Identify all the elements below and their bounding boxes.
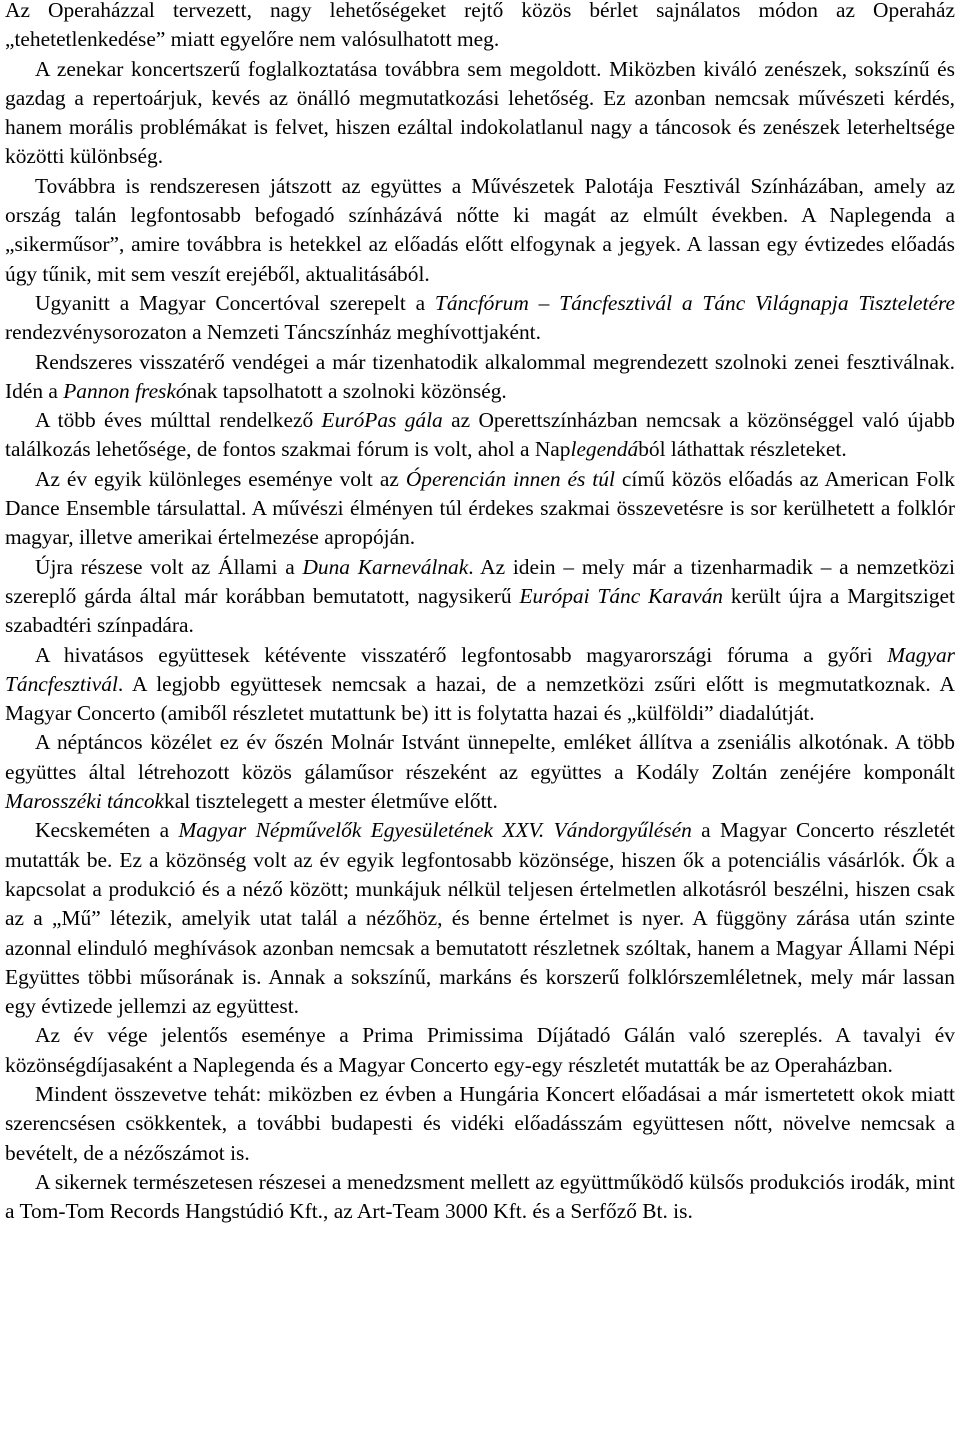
paragraph-text: A sikernek természetesen részesei a menedzsment mellett az együttműködő külsős produkciós irodák, mint a Tom-Tom Records Hangstúdió Kft., az Art-Team 3000 Kft. és a Serfőző Bt. is.: [5, 1169, 955, 1224]
paragraph: [5, 816, 955, 1021]
italic-title-text: Óperencián innen és túl: [405, 466, 615, 491]
paragraph-text: a Magyar Concerto részletét mutatták be. Ez a közönség volt az év egyik legfontosabb közönsége, hiszen ők a potenciális vásárlók. Ők a kapcsolat a produkció és a néző között; munkájuk nélkül teljesen értelmetlen alkotásról beszélni, hiszen csak az a „Mű” létezik, amelyik utat talál a nézőhöz, és benne értelmet is nyer. A függöny zárása után szinte azonnal elinduló meghívások azonban nemcsak a bemutatott részletnek szóltak, hanem a Magyar Állami Népi Együttes többi műsorának is. Annak a sokszínű, markáns és korszerű folklórszemléletnek, mely már lassan egy évtizede jellemzi az együttest.: [5, 818, 956, 1019]
paragraph: [5, 1168, 955, 1227]
italic-title-text: Magyar Táncfesztivál: [5, 642, 955, 696]
paragraph-text: . Az idein – mely már a tizenharmadik – a nemzetközi szereplő gárda által már korábban bemutatott, nagysikerű: [5, 554, 955, 608]
paragraph-text: Az év vége jelentős eseménye a Prima Primissima Díjátadó Gálán való szereplés. A tavalyi év közönségdíjasaként a Naplegenda és a Magyar Concerto egy-egy részletét mutatták be az Operaházban.: [5, 1023, 955, 1077]
paragraph: [5, 1021, 955, 1080]
paragraph: [5, 348, 955, 407]
paragraph: [5, 641, 955, 729]
paragraph-text: került újra a Margitsziget szabadtéri színpadára.: [5, 583, 955, 638]
italic-title-text: Pannon freskó: [63, 378, 187, 403]
paragraph-text: kal tisztelegett a mester életműve előtt.: [164, 789, 498, 814]
italic-title-text: Táncfórum – Táncfesztivál a Tánc Világnapja Tiszteletére: [434, 290, 955, 315]
italic-title-text: EuróPas gála: [321, 408, 443, 433]
paragraph-text: Ugyanitt a Magyar Concertóval szerepelt a: [35, 290, 435, 315]
document-body: [5, 0, 955, 1226]
italic-title-text: Magyar Népművelők Egyesületének XXV. Vándorgyűlésén: [178, 818, 692, 843]
paragraph-text: Továbbra is rendszeresen játszott az együttes a Művészetek Palotája Fesztivál Színházában, amely az ország talán legfontosabb befogadó színházává nőtte ki magát az elmúlt években. A Naplegenda a „sikerműsor”, amire továbbra is hetekkel az előadás előtt elfogynak a jegyek. A lassan egy évtizedes előadás úgy tűnik, mit sem veszít erejéből, aktualitásából.: [5, 173, 955, 286]
italic-title-text: Európai Tánc Karaván: [519, 583, 724, 608]
paragraph-text: A zenekar koncertszerű foglalkoztatása továbbra sem megoldott. Miközben kiváló zenészek, sokszínű és gazdag a repertoárjuk, kevés az önálló megmutatkozási lehetőség. Ez azonban nemcsak művészeti kérdés, hanem morális problémákat is felvet, hiszen ezáltal indokolatlanul nagy a táncosok és zenészek leterheltsége közötti különbség.: [5, 56, 955, 169]
italic-title-text: Duna Karneválnak: [302, 554, 469, 579]
paragraph: [5, 289, 955, 348]
paragraph: [5, 553, 955, 641]
paragraph-text: A hivatásos együttesek kétévente visszatérő legfontosabb magyarországi fóruma a győri: [35, 642, 888, 667]
paragraph-text: Az Operaházzal tervezett, nagy lehetőségeket rejtő közös bérlet sajnálatos módon az Operaház „tehetetlenkedése” miatt egyelőre nem valósulhatott meg.: [5, 0, 955, 52]
paragraph: [5, 728, 955, 816]
paragraph: [5, 0, 955, 55]
paragraph-text: A néptáncos közélet ez év őszén Molnár Istvánt ünnepelte, emléket állítva a zseniális alkotónak. A több együttes által létrehozott közös gálaműsor részeként az együttes a Kodály Zoltán zenéjére komponált: [5, 730, 955, 784]
paragraph-text: . A legjobb együttesek nemcsak a hazai, de a nemzetközi zsűri előtt is megmutatkoznak. A Magyar Concerto (amiből részletet mutattunk be) itt is folytatta hazai és „külföldi” diadalútját.: [5, 671, 955, 726]
paragraph-text: Kecskeméten a: [35, 818, 179, 843]
paragraph-text: az Operettszínházban nemcsak a közönséggel való újabb találkozás lehetősége, de fontos szakmai fórum is volt, ahol a Nap: [5, 408, 955, 462]
paragraph: [5, 55, 955, 172]
paragraph-text: Újra részese volt az Állami a: [35, 554, 303, 579]
paragraph-text: ból láthattak részleteket.: [638, 437, 847, 462]
paragraph: [5, 1080, 955, 1168]
paragraph: [5, 406, 955, 465]
paragraph: [5, 172, 955, 289]
italic-title-text: legendá: [570, 437, 639, 462]
italic-title-text: Marosszéki táncok: [5, 789, 165, 814]
paragraph-text: rendezvénysorozaton a Nemzeti Táncszínház meghívottjaként.: [5, 320, 541, 345]
paragraph-text: című közös előadás az American Folk Dance Ensemble társulattal. A művészi élményen túl érdekes szakmai összevetésre is sor kerülhetett a folklór magyar, illetve amerikai értelmezése apropóján.: [5, 466, 956, 550]
paragraph-text: Az év egyik különleges eseménye volt az: [35, 466, 406, 491]
paragraph: [5, 465, 955, 553]
paragraph-text: Rendszeres visszatérő vendégei a már tizenhatodik alkalommal megrendezett szolnoki zenei fesztiválnak. Idén a: [5, 349, 955, 403]
paragraph-text: nak tapsolhatott a szolnoki közönség.: [186, 378, 507, 403]
paragraph-text: A több éves múlttal rendelkező: [35, 408, 322, 433]
paragraph-text: Mindent összevetve tehát: miközben ez évben a Hungária Koncert előadásai a már ismertetett okok miatt szerencsésen csökkentek, a további budapesti és vidéki előadásszám együttesen nőtt, növelve nemcsak a bevételt, de a nézőszámot is.: [5, 1081, 955, 1165]
